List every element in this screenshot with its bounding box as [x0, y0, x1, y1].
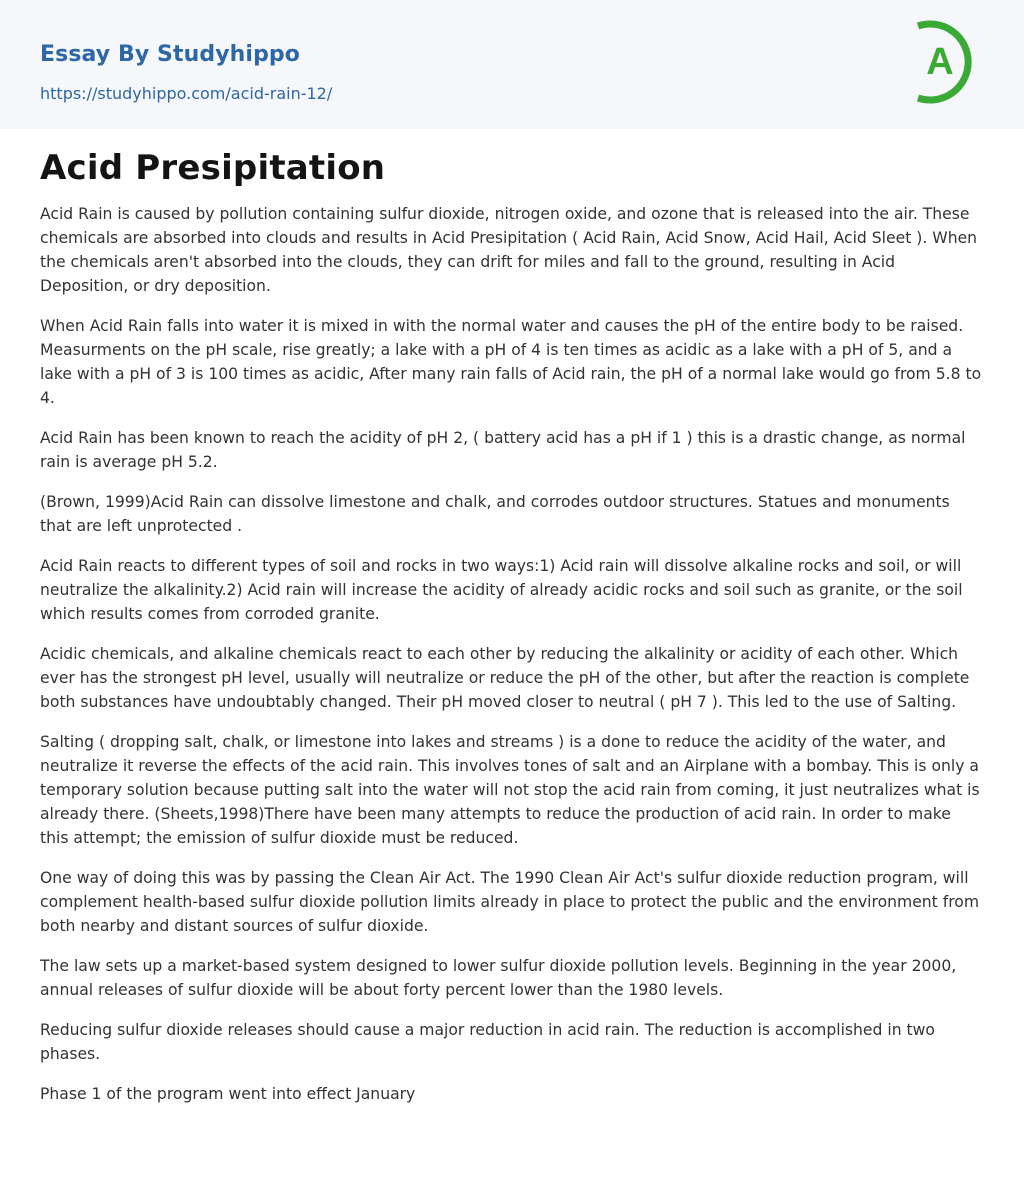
essay-paragraph: Salting ( dropping salt, chalk, or limestone into lakes and streams ) is a done to reduce the acidity of the water, and neutralize it reverse the effects of the acid rain. This involves tones of salt and an Airplane with a bombay. This is only a temporary solution because putting salt into the water will not stop the acid rain from coming, it just neutralizes what is already there. (Sheets,1998)There have been many attempts to reduce the production of acid rain. In order to make this attempt; the emission of sulfur dioxide must be reduced.	[40, 733, 980, 847]
essay-paragraph: Acid Rain has been known to reach the acidity of pH 2, ( battery acid has a pH if 1 ) this is a drastic change, as normal rain is average pH 5.2.	[40, 429, 966, 471]
brand-title: Essay By Studyhippo	[40, 42, 300, 67]
site-header	[0, 0, 1024, 129]
essay-paragraph: Acid Rain reacts to different types of soil and rocks in two ways:1) Acid rain will dissolve alkaline rocks and soil, or will neutralize the alkalinity.2) Acid rain will increase the acidity of already acidic rocks and soil such as granite, or the soil which results comes from corroded granite.	[40, 557, 963, 623]
logo-letter: A	[926, 41, 954, 83]
essay-paragraph: One way of doing this was by passing the Clean Air Act. The 1990 Clean Air Act's sulfur dioxide reduction program, will complement health-based sulfur dioxide pollution limits already in place to protect the public and the environment from both nearby and distant sources of sulfur dioxide.	[40, 869, 980, 935]
logo-ring-icon	[912, 18, 988, 106]
essay-paragraph: Reducing sulfur dioxide releases should cause a major reduction in acid rain. The reduction is accomplished in two phases.	[40, 1021, 935, 1063]
essay-paragraph: When Acid Rain falls into water it is mixed in with the normal water and causes the pH of the entire body to be raised. Measurments on the pH scale, rise greatly; a lake with a pH of 4 is ten times as acidic as a lake with a pH of 5, and a lake with a pH of 3 is 100 times as acidic, After many rain falls of Acid rain, the pH of a normal lake would go from 5.8 to 4.	[40, 317, 982, 407]
essay-paragraph: Acidic chemicals, and alkaline chemicals react to each other by reducing the alkalinity or acidity of each other. Which ever has the strongest pH level, usually will neutralize or reduce the pH of the other, but after the reaction is complete both substances have undoubtably changed. Their pH moved closer to neutral ( pH 7 ). This led to the use of Salting.	[40, 645, 970, 711]
essay-title: Acid Presipitation	[40, 148, 386, 188]
essay-paragraph: The law sets up a market-based system designed to lower sulfur dioxide pollution levels. Beginning in the year 2000, annual releases of sulfur dioxide will be about forty percent lower than the 1980 levels.	[40, 957, 957, 999]
essay-content	[0, 129, 1024, 1106]
essay-paragraph: (Brown, 1999)Acid Rain can dissolve limestone and chalk, and corrodes outdoor structures. Statues and monuments that are left unprotected .	[40, 493, 950, 535]
studyhippo-logo[interactable]	[912, 18, 988, 106]
essay-url-link[interactable]: https://studyhippo.com/acid-rain-12/	[40, 84, 333, 103]
essay-paragraph: Phase 1 of the program went into effect January	[40, 1085, 416, 1103]
essay-paragraph: Acid Rain is caused by pollution containing sulfur dioxide, nitrogen oxide, and ozone that is released into the air. These chemicals are absorbed into clouds and results in Acid Presipitation ( Acid Rain, Acid Snow, Acid Hail, Acid Sleet ). When the chemicals aren't absorbed into the clouds, they can drift for miles and fall to the ground, resulting in Acid Deposition, or dry deposition.	[40, 205, 978, 295]
